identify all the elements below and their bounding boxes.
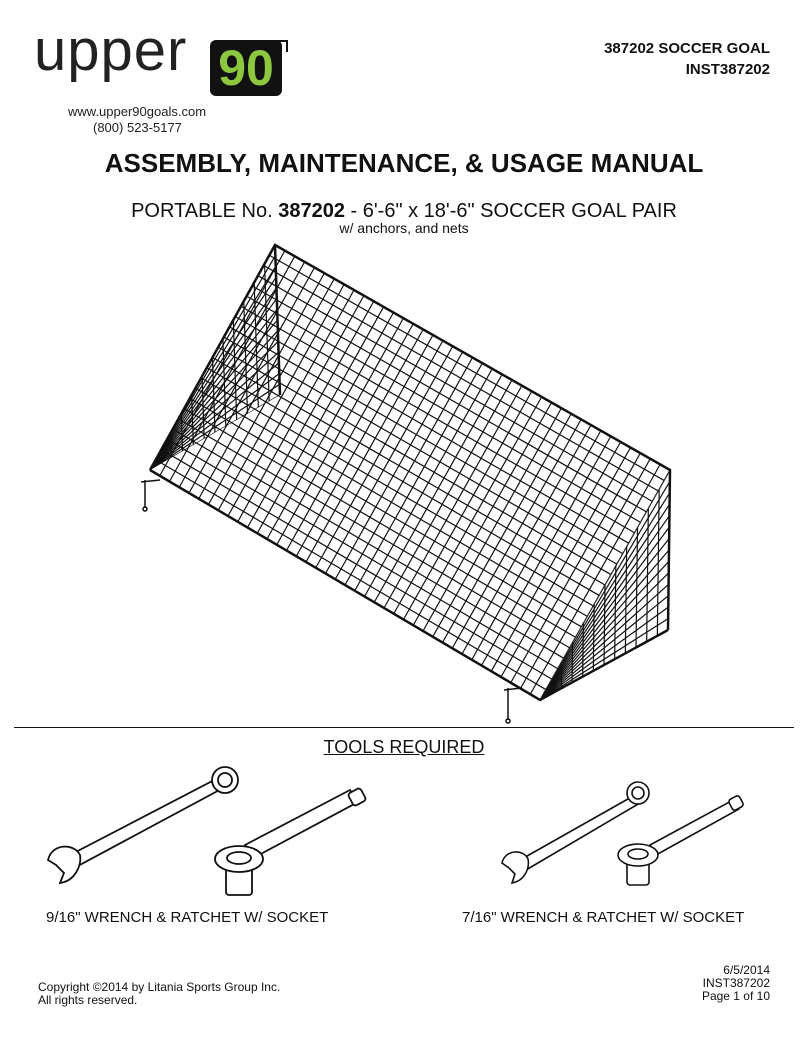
subtitle-prefix: PORTABLE No. <box>131 200 273 222</box>
net-strand <box>235 317 628 544</box>
net-strand <box>230 327 623 554</box>
net-strand <box>583 623 584 676</box>
right-tool-caption: 7/16" WRENCH & RATCHET W/ SOCKET <box>462 909 745 926</box>
tools-illustration-right <box>490 775 790 915</box>
subtitle-suffix: - 6'-6" x 18'-6" SOCCER GOAL PAIR <box>350 200 677 222</box>
net-strand <box>173 429 564 658</box>
inst-code: INST387202 <box>685 61 770 78</box>
section-divider <box>14 727 794 728</box>
page-title: ASSEMBLY, MAINTENANCE, & USAGE MANUAL <box>104 148 704 178</box>
footer-date: 6/5/2014 <box>723 963 770 977</box>
net-strand <box>269 255 664 480</box>
net-strand <box>213 358 216 433</box>
net-strand <box>241 306 635 532</box>
wrench-icon <box>48 767 238 883</box>
net-strand <box>178 419 569 648</box>
net-strand <box>184 409 575 638</box>
rights-text: All rights reserved. <box>38 993 138 1007</box>
footer-inst: INST387202 <box>702 976 770 990</box>
net-strand <box>195 388 587 616</box>
net-strand <box>258 276 652 502</box>
net-strand <box>181 414 182 452</box>
left-tool-caption: 9/16" WRENCH & RATCHET W/ SOCKET <box>46 909 329 926</box>
net-strand <box>264 265 659 490</box>
footer-left <box>38 981 280 1007</box>
logo-wordmark: upper <box>34 18 188 83</box>
subtitle-model: 387202 <box>278 200 345 222</box>
footer-right <box>702 964 770 1003</box>
tools-heading: TOOLS REQUIRED <box>323 737 485 757</box>
phone-text: (800) 523-5177 <box>93 120 182 135</box>
ratchet-icon <box>618 795 744 885</box>
net-strand <box>252 286 646 512</box>
logo-number-badge: 90 <box>210 40 282 96</box>
net-strand <box>213 358 606 586</box>
net-strand <box>167 439 558 668</box>
net-strand <box>224 337 617 564</box>
net-strand <box>572 643 573 683</box>
ratchet-icon <box>215 788 366 895</box>
footer-page: Page 1 of 10 <box>701 989 770 1003</box>
net-strand <box>247 296 641 522</box>
copyright-text: Copyright ©2014 by Litania Sports Group Inc. <box>38 980 281 994</box>
model-title: 387202 SOCCER GOAL <box>604 40 770 57</box>
net-strand <box>171 433 172 458</box>
net-strand <box>192 395 194 445</box>
net-strand <box>593 604 594 671</box>
product-subnote: w/ anchors, and nets <box>339 220 469 236</box>
tools-illustration-left <box>30 755 430 905</box>
net-strand <box>190 398 582 626</box>
net-strand <box>207 368 599 596</box>
net-strand <box>218 347 611 574</box>
net-back-panel <box>150 245 670 700</box>
website-text: www.upper90goals.com <box>68 104 207 119</box>
net-strand <box>201 378 593 606</box>
